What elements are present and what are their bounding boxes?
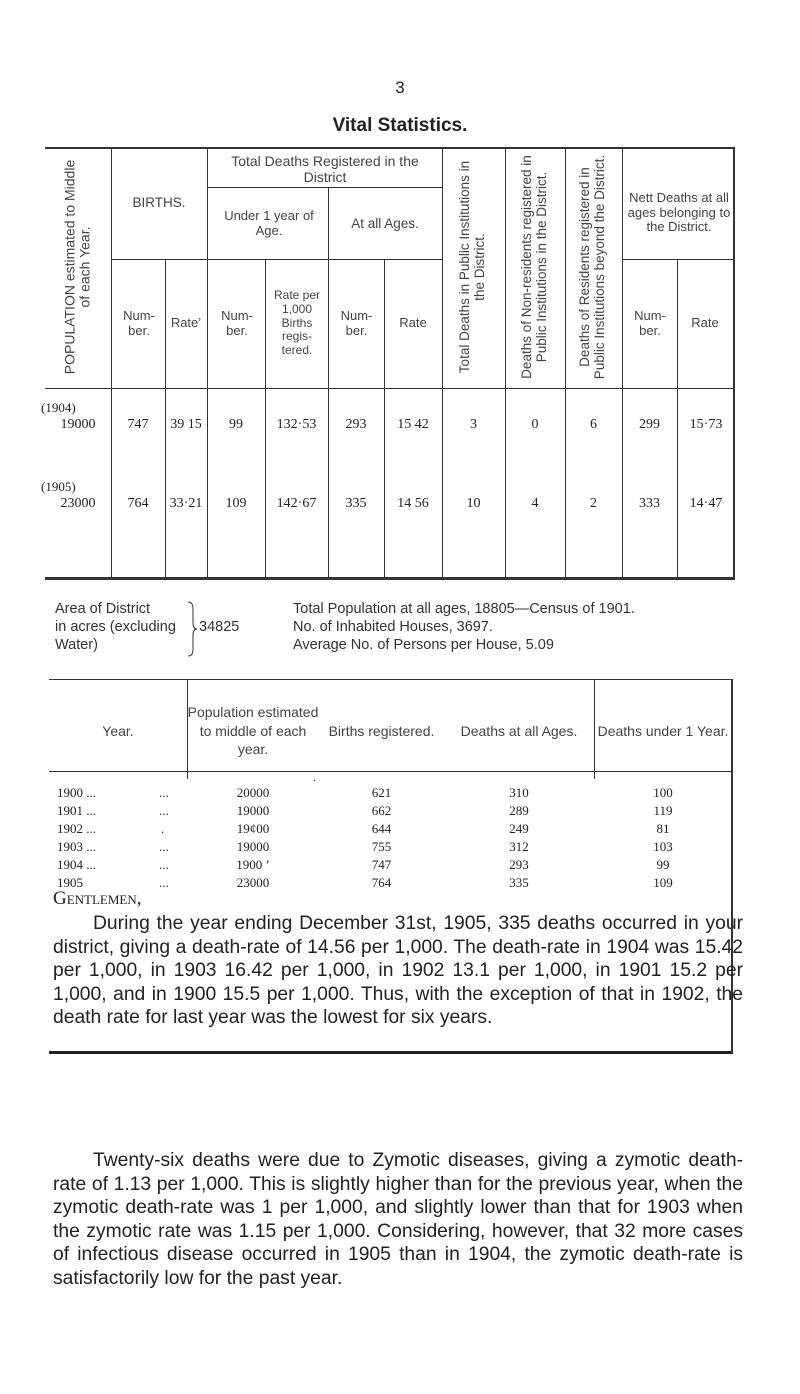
salutation: Gentlemen, [53,888,142,909]
public-institutions-header: Total Deaths in Public Institutions in the District. [457,160,487,374]
table-row: 1904 ... ... 1900 ’ 747 293 99 [57,857,670,872]
nett-number-header: Num- ber. [634,307,666,338]
area-details: Total Population at all ages, 18805—Census of 1901. No. of Inhabited Houses, 3697. Average No. of Persons per House, 5.09 [293,601,635,653]
births-number-header: Num- ber. [123,307,155,338]
nett-rate-header: Rate [691,315,719,331]
area-label: Area of District in acres (excluding Water) [55,601,176,653]
page-title: Vital Statistics. [332,115,468,136]
table-bottom-rule [45,577,735,580]
header-bottom-rule [45,388,735,389]
area-value: 34825 [199,619,240,635]
table-row: 1903 ... ... 19000 755 312 103 [57,839,673,854]
population-header: POPULATION estimated to Middle of each Year. [61,159,93,375]
at-all-ages-header: At all Ages. [351,216,419,232]
population-header: Population estimated to middle of each year. [187,703,319,758]
under1-rate-header: Rate per 1,000 Births regis- tered. [273,288,321,358]
table-row: 1901 ... ... 19000 662 289 119 [57,803,673,818]
under-1-year-header: Under 1 year of Age. [224,208,314,238]
table-row: 1900 ... ... 20000 621 310 100 [57,785,673,800]
deaths-under1-header: Deaths under 1 Year. [597,722,729,739]
total-deaths-header: Total Deaths Registered in the District [231,152,419,185]
paragraph-death-rate: During the year ending December 31st, 1905, 335 deaths occurred in your district, giving a death-rate of 14.56 per 1,000. The death-rate in 1904 was 15.42 per 1,000, in 1903 16.42 per 1,000, in 1902 13.1 per 1,000, in 1901 15.2 per 1,000, and in 1900 15.5 per 1,000. Thus, with the exception of that in 1902, the death rate for last year was the lowest for six years. [53,913,743,1029]
vital-statistics-table: POPULATION estimated to Middle of each Year. Total Deaths in Public Institutions in the District. Deaths of Non-residents registered in Public Institutions in the District. Deaths of Residents registered in Public Institutions beyond the District. BIRTHS. Total Deaths Registered in the District Under 1 year of Age. At all Ages. Nett Deaths at all ages belonging to the District. Num- ber. Rate’ Num- ber. Rate per 1,000 Births regis- tered. Num- ber. Rate Num- ber. Rate (1904) 19000 747 39 15 99 132·53 293 15 42 3 0 6 299 15·73 (1905) 23000 764 33·21 109 142·67 335 14 56 10 4 2 333 14·47 [45,147,735,580]
all-ages-number-header: Num- ber. [340,307,373,338]
residents-beyond-header: Deaths of Residents registered in Public Institutions beyond the District. [577,154,607,380]
non-residents-header: Deaths of Non-residents registered in Public Institutions in the District. [519,155,549,379]
deaths-all-header: Deaths at all Ages. [460,722,578,739]
births-rate-header: Rate’ [170,315,202,331]
under1-number-header: Num- ber. [221,307,253,338]
page-number: 3 [395,78,405,97]
births-header: BIRTHS. [132,195,186,211]
year-header: Year. [102,722,134,739]
brace-icon [186,601,198,657]
table-row: 1902 ... . 19¢00 644 249 81 [57,821,670,836]
table-right-rule [733,147,735,580]
all-ages-rate-header: Rate [399,315,427,331]
nett-deaths-header: Nett Deaths at all ages belonging to the District. [627,189,731,235]
births-header: Births registered. [328,722,435,739]
table-row: 1905 ... 23000 764 335 109 [57,875,673,890]
paragraph-zymotic: Twenty-six deaths were due to Zymotic diseases, giving a zymotic death-rate of 1.13 per 1,000. This is slightly higher than for the previous year, when the zymotic death-rate was 1 per 1,000, and slightly lower than that for 1903 when the zymotic rate was 1.15 per 1,000. Considering, however, that 32 more cases of infectious disease occurred in 1905 than in 1904, the zymotic death-rate is satisfactorily low for the past year. [53,1150,743,1289]
